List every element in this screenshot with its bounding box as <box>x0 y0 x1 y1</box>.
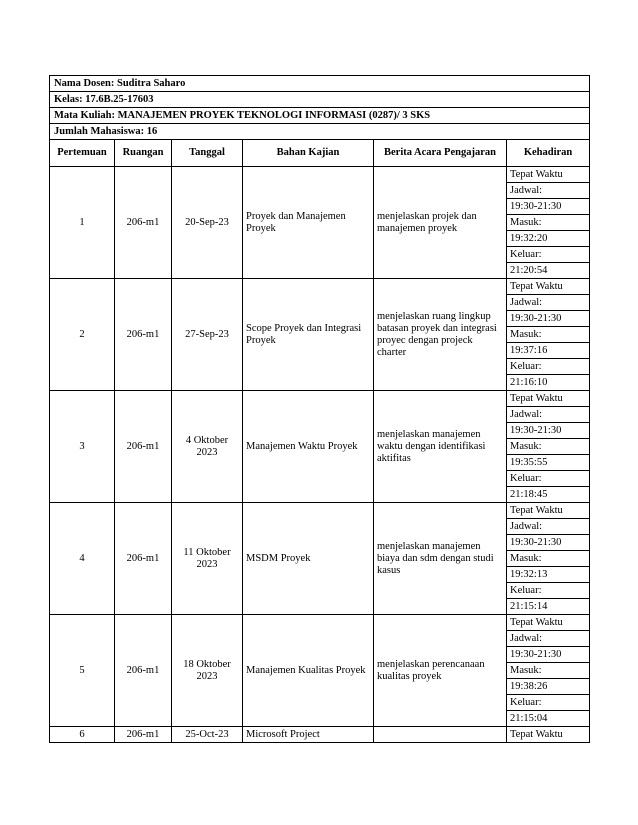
attendance-document <box>49 75 589 743</box>
room: 206-m1 <box>115 167 172 279</box>
teaching-report: menjelaskan manajemen biaya dan sdm dengan studi kasus <box>374 503 507 615</box>
meeting-row <box>50 391 590 407</box>
attendance-status: Tepat Waktu <box>507 391 590 407</box>
topic: MSDM Proyek <box>243 503 374 615</box>
schedule-time: 19:30-21:30 <box>507 647 590 663</box>
meeting-number: 1 <box>50 167 115 279</box>
room: 206-m1 <box>115 727 172 743</box>
room: 206-m1 <box>115 391 172 503</box>
checkin-time: 19:32:13 <box>507 567 590 583</box>
room: 206-m1 <box>115 503 172 615</box>
meeting-date: 27-Sep-23 <box>172 279 243 391</box>
schedule-label: Jadwal: <box>507 407 590 423</box>
checkin-label: Masuk: <box>507 663 590 679</box>
header-bahan-kajian: Bahan Kajian <box>243 140 374 167</box>
checkin-time: 19:38:26 <box>507 679 590 695</box>
schedule-label: Jadwal: <box>507 183 590 199</box>
attendance-status: Tepat Waktu <box>507 167 590 183</box>
meeting-date: 25-Oct-23 <box>172 727 243 743</box>
meeting-row <box>50 615 590 631</box>
meeting-number: 3 <box>50 391 115 503</box>
topic: Proyek dan Manajemen Proyek <box>243 167 374 279</box>
header-pertemuan: Pertemuan <box>50 140 115 167</box>
teaching-report <box>374 727 507 743</box>
checkin-time: 19:37:16 <box>507 343 590 359</box>
header-ruangan: Ruangan <box>115 140 172 167</box>
schedule-time: 19:30-21:30 <box>507 423 590 439</box>
checkout-time: 21:20:54 <box>507 263 590 279</box>
attendance-status: Tepat Waktu <box>507 503 590 519</box>
meeting-number: 5 <box>50 615 115 727</box>
meeting-row <box>50 167 590 183</box>
checkout-time: 21:18:45 <box>507 487 590 503</box>
topic: Manajemen Waktu Proyek <box>243 391 374 503</box>
header-berita-acara: Berita Acara Pengajaran <box>374 140 507 167</box>
attendance-table <box>49 75 590 743</box>
student-count: Jumlah Mahasiswa: 16 <box>50 124 590 140</box>
teaching-report: menjelaskan manajemen waktu dengan identifikasi aktifitas <box>374 391 507 503</box>
header-tanggal: Tanggal <box>172 140 243 167</box>
checkout-label: Keluar: <box>507 247 590 263</box>
meeting-date: 20-Sep-23 <box>172 167 243 279</box>
checkin-label: Masuk: <box>507 439 590 455</box>
meeting-row <box>50 727 590 743</box>
attendance-status: Tepat Waktu <box>507 615 590 631</box>
teaching-report: menjelaskan ruang lingkup batasan proyek dan integrasi proyec dengan projeck charter <box>374 279 507 391</box>
meeting-number: 6 <box>50 727 115 743</box>
checkin-label: Masuk: <box>507 551 590 567</box>
topic: Manajemen Kualitas Proyek <box>243 615 374 727</box>
schedule-time: 19:30-21:30 <box>507 199 590 215</box>
attendance-status: Tepat Waktu <box>507 727 590 743</box>
meeting-date: 18 Oktober 2023 <box>172 615 243 727</box>
schedule-label: Jadwal: <box>507 295 590 311</box>
checkout-label: Keluar: <box>507 583 590 599</box>
course-name: Mata Kuliah: MANAJEMEN PROYEK TEKNOLOGI INFORMASI (0287)/ 3 SKS <box>50 108 590 124</box>
room: 206-m1 <box>115 615 172 727</box>
meeting-date: 11 Oktober 2023 <box>172 503 243 615</box>
schedule-label: Jadwal: <box>507 631 590 647</box>
checkout-time: 21:15:14 <box>507 599 590 615</box>
meeting-number: 2 <box>50 279 115 391</box>
teaching-report: menjelaskan perencanaan kualitas proyek <box>374 615 507 727</box>
room: 206-m1 <box>115 279 172 391</box>
checkout-label: Keluar: <box>507 695 590 711</box>
meeting-number: 4 <box>50 503 115 615</box>
checkin-label: Masuk: <box>507 327 590 343</box>
meeting-row <box>50 279 590 295</box>
checkin-time: 19:32:20 <box>507 231 590 247</box>
class-code: Kelas: 17.6B.25-17603 <box>50 92 590 108</box>
schedule-time: 19:30-21:30 <box>507 535 590 551</box>
schedule-time: 19:30-21:30 <box>507 311 590 327</box>
schedule-label: Jadwal: <box>507 519 590 535</box>
lecturer-name: Nama Dosen: Suditra Saharo <box>50 76 590 92</box>
checkin-label: Masuk: <box>507 215 590 231</box>
checkout-time: 21:15:04 <box>507 711 590 727</box>
attendance-status: Tepat Waktu <box>507 279 590 295</box>
topic: Microsoft Project <box>243 727 374 743</box>
meeting-date: 4 Oktober 2023 <box>172 391 243 503</box>
checkin-time: 19:35:55 <box>507 455 590 471</box>
checkout-time: 21:16:10 <box>507 375 590 391</box>
header-kehadiran: Kehadiran <box>507 140 590 167</box>
meeting-row <box>50 503 590 519</box>
checkout-label: Keluar: <box>507 471 590 487</box>
topic: Scope Proyek dan Integrasi Proyek <box>243 279 374 391</box>
teaching-report: menjelaskan projek dan manajemen proyek <box>374 167 507 279</box>
checkout-label: Keluar: <box>507 359 590 375</box>
